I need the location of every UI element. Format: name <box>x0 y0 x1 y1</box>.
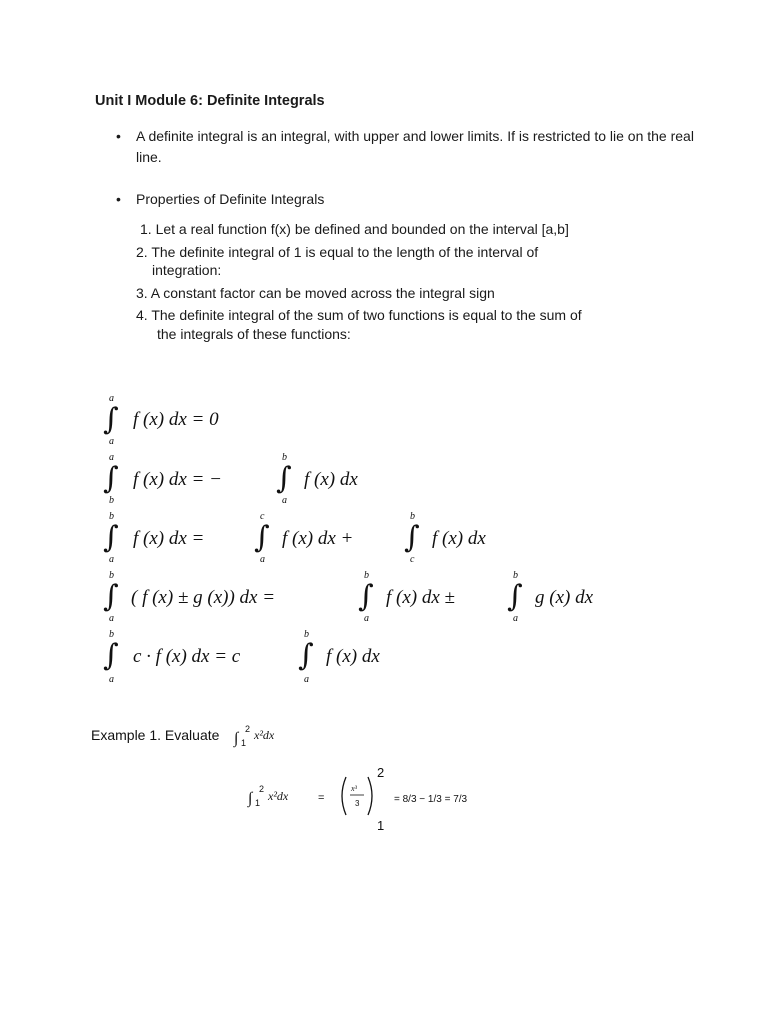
formula-1 <box>103 393 219 447</box>
property-1: 1. Let a real function f(x) be defined and bounded on the interval [a,b] <box>140 221 569 237</box>
upper-limit: 2 <box>259 784 265 794</box>
property-2-cont: integration: <box>152 262 222 278</box>
formula-4-mid: f (x) dx ± <box>386 587 455 608</box>
upper-limit: b <box>364 570 369 581</box>
integral-sign: ∫ <box>103 402 119 437</box>
formula-5 <box>103 629 380 685</box>
lower-limit: 1 <box>241 738 247 748</box>
formula-3-right: f (x) dx <box>432 528 486 549</box>
example-label: Example 1. Evaluate <box>91 727 220 743</box>
example-result: = 8/3 − 1/3 = 7/3 <box>394 794 468 805</box>
example-1-solution <box>247 765 468 833</box>
property-3: 3. A constant factor can be moved across the integral sign <box>136 285 495 301</box>
integral-sign: ∫ <box>103 579 119 614</box>
fraction-denominator: 3 <box>355 799 360 808</box>
upper-limit: b <box>109 511 114 522</box>
page-title: Unit I Module 6: Definite Integrals <box>95 93 325 109</box>
property-2: 2. The definite integral of 1 is equal to the length of the interval of <box>136 244 539 260</box>
upper-limit: b <box>109 629 114 640</box>
bullet-dot: • <box>116 128 121 144</box>
upper-limit: b <box>109 570 114 581</box>
integral-sign: ∫ <box>248 790 253 807</box>
lower-limit: a <box>513 613 518 624</box>
eval-upper: 2 <box>377 765 385 780</box>
integral-sign: ∫ <box>103 520 119 555</box>
upper-limit: b <box>410 511 415 522</box>
example-1-label <box>91 724 275 748</box>
property-4-cont: the integrals of these functions: <box>157 326 351 342</box>
equals-sign: = <box>318 792 325 804</box>
upper-limit: a <box>109 393 114 404</box>
integral-sign: ∫ <box>254 520 270 555</box>
formula-5-left: c · f (x) dx = c <box>133 646 241 667</box>
formula-3-mid: f (x) dx + <box>282 528 354 549</box>
integral-sign: ∫ <box>276 461 292 496</box>
integral-sign: ∫ <box>103 461 119 496</box>
right-bracket <box>368 777 372 815</box>
upper-limit: b <box>304 629 309 640</box>
upper-limit: b <box>282 452 287 463</box>
upper-limit: b <box>513 570 518 581</box>
integral-sign: ∫ <box>507 579 523 614</box>
integrand: x²dx <box>268 789 289 803</box>
integrand: x²dx <box>254 728 275 742</box>
bullet-definition: A definite integral is an integral, with upper and lower limits. If is restricted to lie on the real line. <box>136 128 694 165</box>
formula-5-right: f (x) dx <box>326 646 380 667</box>
lower-limit: a <box>260 554 265 565</box>
formula-3 <box>103 511 486 565</box>
lower-limit: a <box>304 674 309 685</box>
formula-4 <box>103 570 594 624</box>
lower-limit: b <box>109 495 114 506</box>
formula-2 <box>103 452 358 506</box>
left-bracket <box>342 777 346 815</box>
formula-2-left: f (x) dx = − <box>133 469 222 490</box>
fraction-numerator: x³ <box>351 784 357 793</box>
bullet-dot: • <box>116 191 121 207</box>
lower-limit: 1 <box>255 798 261 808</box>
formula-4-left: ( f (x) ± g (x)) dx = <box>131 587 276 608</box>
integral-sign: ∫ <box>298 638 314 673</box>
property-4: 4. The definite integral of the sum of two functions is equal to the sum of <box>136 307 582 323</box>
formula-1-text: f (x) dx = 0 <box>133 409 219 430</box>
upper-limit: a <box>109 452 114 463</box>
integral-sign: ∫ <box>103 638 119 673</box>
eval-lower: 1 <box>377 818 385 833</box>
upper-limit: 2 <box>245 724 251 734</box>
lower-limit: a <box>282 495 287 506</box>
integral-sign: ∫ <box>358 579 374 614</box>
lower-limit: a <box>109 554 114 565</box>
upper-limit: c <box>260 511 265 522</box>
formula-3-left: f (x) dx = <box>133 528 205 549</box>
bullet-properties: Properties of Definite Integrals <box>136 191 325 207</box>
formula-4-right: g (x) dx <box>535 587 594 608</box>
integral-sign: ∫ <box>404 520 420 555</box>
integral-sign: ∫ <box>234 730 239 747</box>
lower-limit: a <box>364 613 369 624</box>
lower-limit: a <box>109 436 114 447</box>
formula-2-right: f (x) dx <box>304 469 358 490</box>
lower-limit: c <box>410 554 415 565</box>
lower-limit: a <box>109 674 114 685</box>
lower-limit: a <box>109 613 114 624</box>
